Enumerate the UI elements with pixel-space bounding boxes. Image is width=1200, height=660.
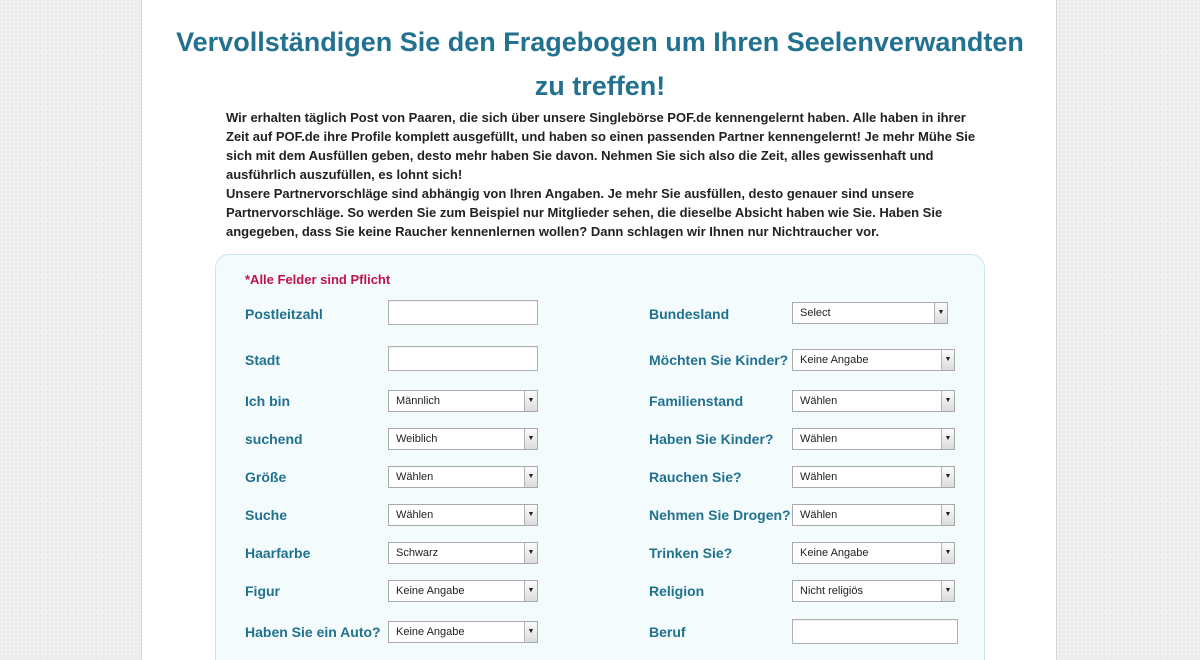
dropdown-arrow-icon: ▼: [524, 429, 537, 449]
trinken-select[interactable]: [792, 542, 955, 564]
required-note: *Alle Felder sind Pflicht: [245, 272, 391, 287]
figur-select[interactable]: [388, 580, 538, 602]
rauchen-value: Wählen: [800, 471, 838, 483]
familienstand-select[interactable]: [792, 390, 955, 412]
haarfarbe-select[interactable]: [388, 542, 538, 564]
dropdown-arrow-icon: ▼: [524, 391, 537, 411]
postleitzahl-label: Postleitzahl: [245, 306, 323, 322]
stadt-input[interactable]: [388, 346, 538, 371]
dropdown-arrow-icon: ▼: [941, 543, 954, 563]
rauchen-select[interactable]: [792, 466, 955, 488]
intro-text: [226, 108, 986, 241]
groesse-select[interactable]: [388, 466, 538, 488]
auto-select[interactable]: [388, 621, 538, 643]
religion-value: Nicht religiös: [800, 585, 863, 597]
questionnaire-form: [215, 254, 985, 660]
beruf-label: Beruf: [649, 624, 686, 640]
intro-paragraph-1: Wir erhalten täglich Post von Paaren, die sich über unsere Singlebörse POF.de kennengelernt haben. Alle haben in ihrer Zeit auf POF.de ihre Profile komplett ausgefüllt, und haben so einen passenden Partner kennengelernt! Je mehr Mühe Sie sich mit dem Ausfüllen geben, desto mehr haben Sie davon. Nehmen Sie sich also die Zeit, alles gewissenhaft und ausführlich auszufüllen, es lohnt sich!: [226, 110, 976, 182]
suchend-label: suchend: [245, 431, 303, 447]
ich-bin-value: Männlich: [396, 395, 441, 407]
dropdown-arrow-icon: ▼: [524, 622, 537, 642]
religion-select[interactable]: [792, 580, 955, 602]
page-title: Vervollständigen Sie den Fragebogen um Ihren Seelenverwandten zu treffen!: [176, 27, 1024, 101]
figur-label: Figur: [245, 583, 280, 599]
ich-bin-label: Ich bin: [245, 393, 291, 409]
kinder-value: Wählen: [800, 433, 838, 445]
groesse-label: Größe: [245, 469, 287, 485]
dropdown-arrow-icon: ▼: [941, 391, 954, 411]
dropdown-arrow-icon: ▼: [524, 467, 537, 487]
suchend-select[interactable]: [388, 428, 538, 450]
dropdown-arrow-icon: ▼: [941, 467, 954, 487]
kinder-select[interactable]: [792, 428, 955, 450]
dropdown-arrow-icon: ▼: [941, 429, 954, 449]
familienstand-label: Familienstand: [649, 393, 744, 409]
suche-value: Wählen: [396, 509, 434, 521]
dropdown-arrow-icon: ▼: [941, 505, 954, 525]
dropdown-arrow-icon: ▼: [941, 581, 954, 601]
haarfarbe-value: Schwarz: [396, 547, 439, 559]
stadt-label: Stadt: [245, 352, 280, 368]
dropdown-arrow-icon: ▼: [941, 350, 954, 370]
familienstand-value: Wählen: [800, 395, 838, 407]
page-container: [141, 0, 1057, 660]
postleitzahl-input[interactable]: [388, 300, 538, 325]
auto-value: Keine Angabe: [396, 626, 465, 638]
drogen-value: Wählen: [800, 509, 838, 521]
beruf-input[interactable]: [792, 619, 958, 644]
kinder-wunsch-label: Möchten Sie Kinder?: [649, 352, 789, 368]
trinken-value: Keine Angabe: [800, 547, 869, 559]
intro-paragraph-2: Unsere Partnervorschläge sind abhängig von Ihren Angaben. Je mehr Sie ausfüllen, desto genauer sind unsere Partnervorschläge. So werden Sie zum Beispiel nur Mitglieder sehen, die dieselbe Absicht haben wie Sie. Haben Sie angegeben, dass Sie keine Raucher kennenlernen wollen? Dann schlagen wir Ihnen nur Nichtraucher vor.: [226, 186, 943, 239]
suche-label: Suche: [245, 507, 288, 523]
suchend-value: Weiblich: [396, 433, 438, 445]
kinder-label: Haben Sie Kinder?: [649, 431, 774, 447]
dropdown-arrow-icon: ▼: [524, 505, 537, 525]
religion-label: Religion: [649, 583, 705, 599]
suche-select[interactable]: [388, 504, 538, 526]
bundesland-select[interactable]: [792, 302, 948, 324]
bundesland-label: Bundesland: [649, 306, 730, 322]
dropdown-arrow-icon: ▼: [524, 543, 537, 563]
haarfarbe-label: Haarfarbe: [245, 545, 311, 561]
kinder-wunsch-select[interactable]: [792, 349, 955, 371]
figur-value: Keine Angabe: [396, 585, 465, 597]
rauchen-label: Rauchen Sie?: [649, 469, 742, 485]
dropdown-arrow-icon: ▼: [524, 581, 537, 601]
drogen-select[interactable]: [792, 504, 955, 526]
drogen-label: Nehmen Sie Drogen?: [649, 507, 791, 523]
bundesland-value: Select: [800, 307, 831, 319]
ich-bin-select[interactable]: [388, 390, 538, 412]
trinken-label: Trinken Sie?: [649, 545, 733, 561]
auto-label: Haben Sie ein Auto?: [245, 624, 381, 640]
groesse-value: Wählen: [396, 471, 434, 483]
kinder-wunsch-value: Keine Angabe: [800, 354, 869, 366]
dropdown-arrow-icon: ▼: [934, 303, 947, 323]
